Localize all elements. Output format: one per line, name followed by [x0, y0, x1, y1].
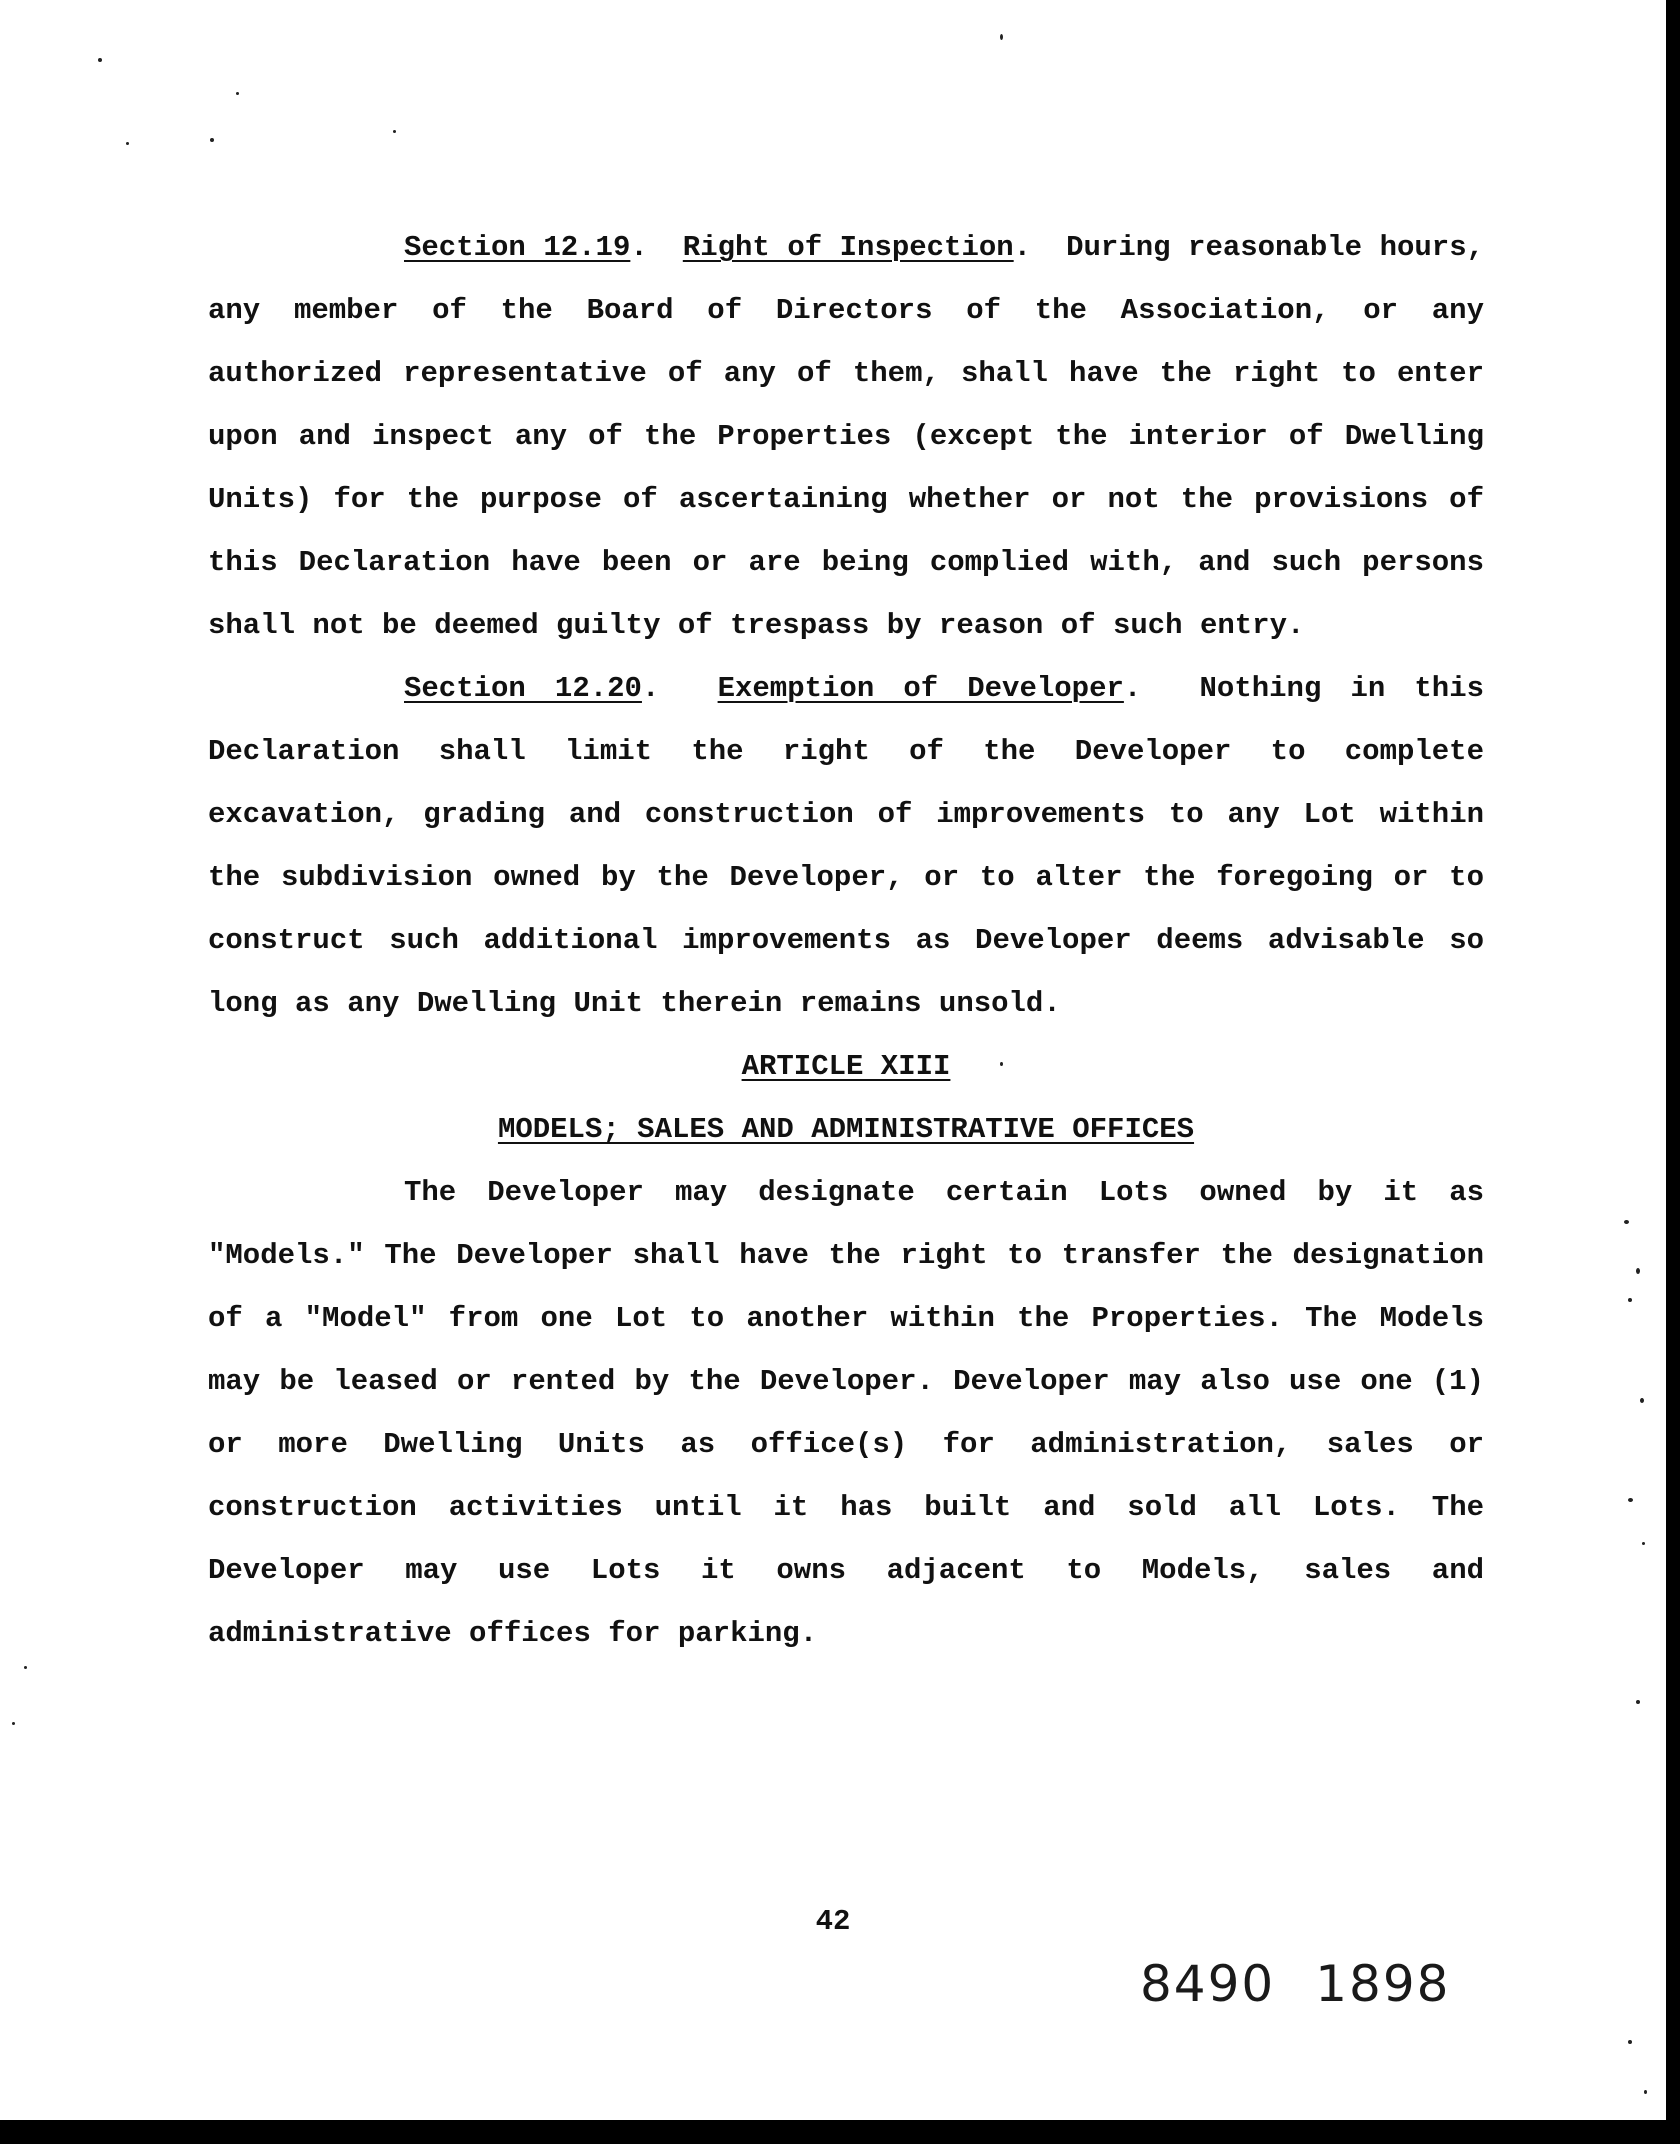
scan-speck [1644, 2090, 1647, 2094]
scan-speck [98, 58, 102, 62]
section-12-20-number: Section 12.20 [404, 672, 642, 705]
document-code [1140, 1955, 1451, 2013]
scan-speck [1628, 1498, 1633, 1502]
scan-speck [236, 92, 239, 95]
scan-speck [126, 142, 129, 145]
scan-speck [1628, 2040, 1632, 2044]
section-12-20-body: Nothing in this Declaration shall limit the right of the Developer to complete excavation, grading and construction of improvements to any Lot within the subdivision owned by the Developer, or to alter the foregoing or to construct such additional improvements as Developer deems advisable so long as any Dwelling Unit therein remains unsold. [208, 672, 1484, 1020]
section-12-19-number: Section 12.19 [404, 231, 631, 264]
article-xiii-paragraph [208, 1161, 1484, 1665]
article-xiii-heading: ARTICLE XIII [741, 1050, 951, 1083]
scan-speck [12, 1722, 15, 1725]
document-code-left: 8490 [1140, 1955, 1276, 2013]
scan-speck [1636, 1700, 1640, 1704]
article-xiii-subheading: MODELS; SALES AND ADMINISTRATIVE OFFICES [497, 1113, 1195, 1146]
scan-speck [1628, 1298, 1632, 1302]
scan-speck [24, 1666, 27, 1669]
section-12-19-title: Right of Inspection [682, 231, 1014, 264]
scan-speck [210, 138, 214, 142]
article-heading [208, 1035, 1484, 1098]
scan-speck [1000, 1062, 1003, 1066]
article-xiii-body: The Developer may designate certain Lots owned by it as "Models." The Developer shall have the right to transfer the designation of a "Model" from one Lot to another within the Properties. The Models may be leased or rented by the Developer. Developer may also use one (1) or more Dwelling Units as office(s) for administration, sales or construction activities until it has built and sold all Lots. The Developer may use Lots it owns adjacent to Models, sales and administrative offices for parking. [208, 1176, 1484, 1650]
scan-speck [1000, 34, 1003, 40]
section-12-19-paragraph: Section 12.19. Right of Inspection. During reasonable hours, any member of the Board of Directors of the Association, or any authorized representative of any of them, shall have the right to enter upon and inspect any of the Properties (except the interior of Dwelling Units) for the purpose of ascertaining whether or not the provisions of this Declaration have been or are being complied with, and such persons shall not be deemed guilty of trespass by reason of such entry. [208, 231, 1484, 642]
scan-speck [1636, 1268, 1640, 1274]
scan-speck [1640, 1398, 1644, 1403]
scan-speck [393, 130, 396, 133]
scan-speck [1624, 1220, 1629, 1224]
scan-speck [1642, 1542, 1645, 1545]
page-number: 42 [815, 1905, 851, 1938]
article-subheading [208, 1098, 1484, 1161]
section-12-20-paragraph: Section 12.20. Exemption of Developer. Nothing in this Declaration shall limit the right of the Developer to complete excavation, grading and construction of improvements to any Lot within the subdivision owned by the Developer, or to alter the foregoing or to construct such additional improvements as Developer deems advisable so long as any Dwelling Unit therein remains unsold. [208, 672, 1484, 1020]
section-12-20-title: Exemption of Developer [717, 672, 1124, 705]
document-body [208, 216, 1484, 1665]
document-code-right: 1898 [1315, 1955, 1451, 2013]
section-12-19-body: During reasonable hours, any member of the Board of Directors of the Association, or any authorized representative of any of them, shall have the right to enter upon and inspect any of the Properties (except the interior of Dwelling Units) for the purpose of ascertaining whether or not the provisions of this Declaration have been or are being complied with, and such persons shall not be deemed guilty of trespass by reason of such entry. [208, 231, 1484, 642]
